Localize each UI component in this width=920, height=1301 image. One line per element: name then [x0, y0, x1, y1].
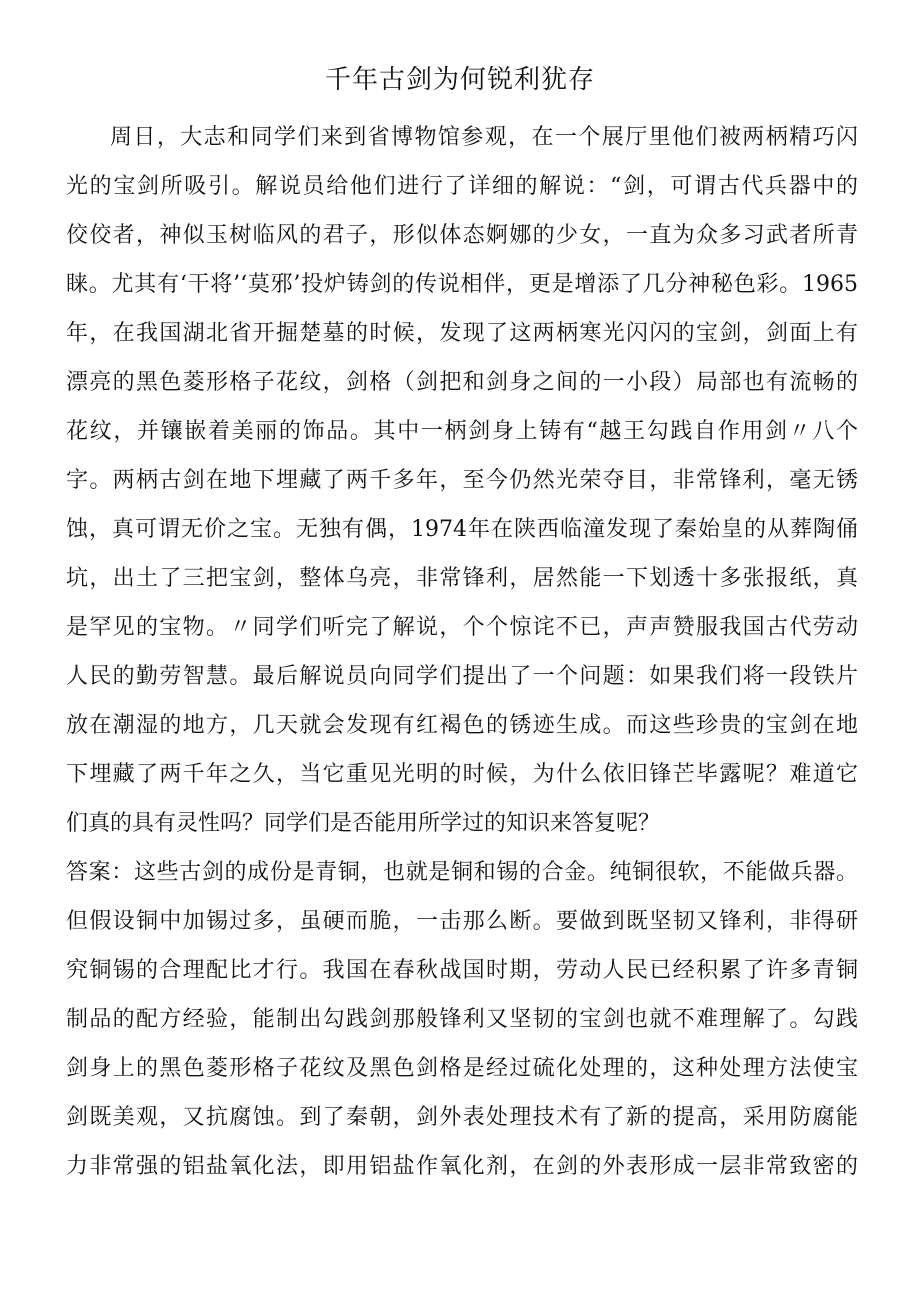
text-line: 漂亮的黑色菱形格子花纹，剑格（剑把和剑身之间的一小段）局部也有流畅的 [66, 370, 858, 395]
answer-line: 剑身上的黑色菱形格子花纹及黑色剑格是经过硫化处理的，这种处理方法使宝 [66, 1056, 858, 1081]
text-line: 放在潮湿的地方，几天就会发现有红褐色的锈迹生成。而这些珍贵的宝剑在地 [66, 713, 858, 738]
article-body [66, 113, 858, 1191]
text-line: 下埋藏了两千年之久，当它重见光明的时候，为什么依旧锋芒毕露呢？难道它 [66, 762, 858, 787]
answer-line: 力非常强的铝盐氧化法，即用铝盐作氧化剂，在剑的外表形成一层非常致密的 [66, 1154, 858, 1179]
text-line: 坑，出土了三把宝剑，整体乌亮，非常锋利，居然能一下划透十多张报纸，真 [66, 566, 858, 591]
text-line: 人民的勤劳智慧。最后解说员向同学们提出了一个问题：如果我们将一段铁片 [66, 664, 858, 689]
text-line: 字。两柄古剑在地下埋藏了两千多年，至今仍然光荣夺目，非常锋利，毫无锈 [66, 468, 858, 493]
page-title: 千年古剑为何锐利犹存 [324, 65, 595, 95]
text-line: 睐。尤其有‘干将’‘莫邪’投炉铸剑的传说相伴，更是增添了几分神秘色彩。1965 [66, 272, 858, 297]
text-line: 光的宝剑所吸引。解说员给他们进行了详细的解说：“剑，可谓古代兵器中的 [66, 174, 858, 199]
answer-line: 剑既美观，又抗腐蚀。到了秦朝，剑外表处理技术有了新的提高，采用防腐能 [66, 1105, 858, 1130]
text-line: 佼佼者，神似玉树临风的君子，形似体态婀娜的少女，一直为众多习武者所青 [66, 223, 858, 248]
text-line: 蚀，真可谓无价之宝。无独有偶，1974年在陕西临潼发现了秦始皇的从葬陶俑 [66, 517, 858, 542]
text-line: 年，在我国湖北省开掘楚墓的时候，发现了这两柄寒光闪闪的宝剑，剑面上有 [66, 321, 858, 346]
answer-line: 但假设铜中加锡过多，虽硬而脆，一击那么断。要做到既坚韧又锋利，非得研 [66, 909, 858, 934]
text-line: 周日，大志和同学们来到省博物馆参观，在一个展厅里他们被两柄精巧闪 [110, 125, 858, 150]
answer-line: 答案：这些古剑的成份是青铜，也就是铜和锡的合金。纯铜很软，不能做兵器。 [66, 860, 858, 885]
answer-line: 制品的配方经验，能制出勾践剑那般锋利又坚韧的宝剑也就不难理解了。勾践 [66, 1007, 858, 1032]
text-line: 们真的具有灵性吗？同学们是否能用所学过的知识来答复呢？ [66, 811, 661, 836]
text-line: 是罕见的宝物。〃同学们听完了解说，个个惊诧不已，声声赞服我国古代劳动 [66, 615, 858, 640]
answer-line: 究铜锡的合理配比才行。我国在春秋战国时期，劳动人民已经积累了许多青铜 [66, 958, 858, 983]
text-line: 花纹，并镶嵌着美丽的饰品。其中一柄剑身上铸有“越王勾践自作用剑〃八个 [66, 419, 858, 444]
